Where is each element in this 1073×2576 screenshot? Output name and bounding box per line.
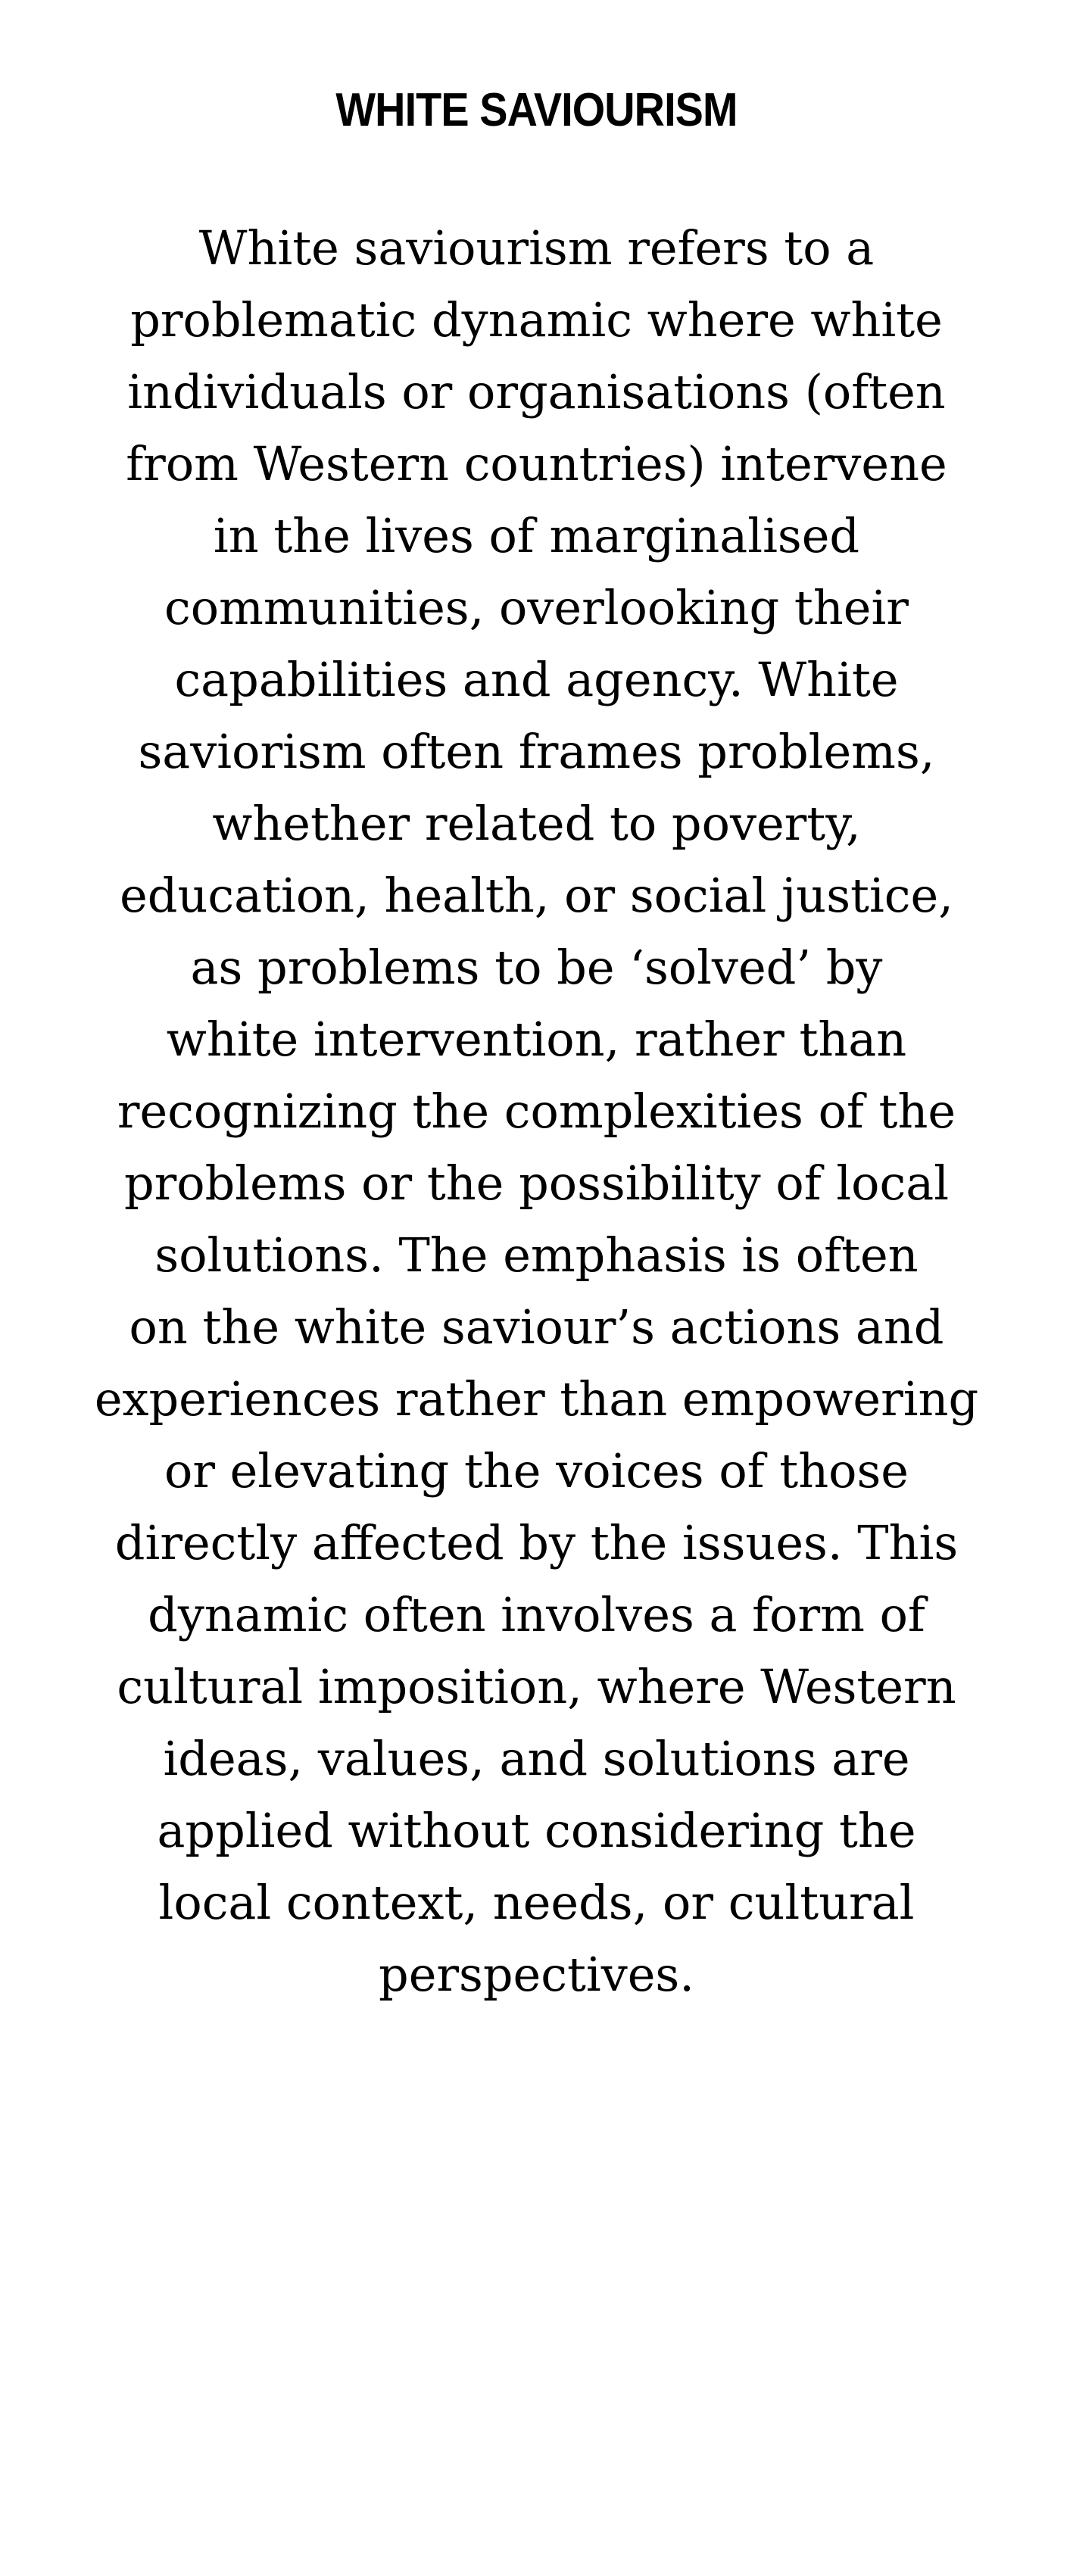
paragraph-line: cultural imposition, where Western <box>117 1659 956 1714</box>
paragraph-line: as problems to be ‘solved’ by <box>190 940 883 995</box>
paragraph-line: whether related to poverty, <box>212 796 861 851</box>
paragraph-line: in the lives of marginalised <box>213 508 860 563</box>
paragraph-line: capabilities and agency. White <box>174 652 899 707</box>
paragraph-line: problematic dynamic where white <box>130 292 943 348</box>
page-title: WHITE SAVIOURISM <box>335 84 738 136</box>
paragraph-line: individuals or organisations (often <box>127 364 946 419</box>
paragraph-line: experiences rather than empowering <box>94 1371 979 1427</box>
paragraph-line: from Western countries) intervene <box>126 436 947 491</box>
paragraph-line: communities, overlooking their <box>164 580 909 635</box>
paragraph-line: solutions. The emphasis is often <box>154 1227 919 1283</box>
paragraph-line: education, health, or social justice, <box>120 868 953 923</box>
paragraph-line: dynamic often involves a form of <box>148 1587 925 1642</box>
paragraph-line: ideas, values, and solutions are <box>163 1731 910 1786</box>
paragraph-line: problems or the possibility of local <box>123 1155 950 1211</box>
paragraph-line: saviorism often frames problems, <box>138 724 935 779</box>
paragraph-line: on the white saviour’s actions and <box>129 1299 944 1355</box>
paragraph-line: directly affected by the issues. This <box>114 1515 959 1570</box>
paragraph-line: or elevating the voices of those <box>164 1443 909 1499</box>
paragraph-line: White saviourism refers to a <box>198 220 875 276</box>
paragraph-line: applied without considering the <box>157 1803 916 1858</box>
paragraph-line: perspectives. <box>379 1947 694 2002</box>
definition-paragraph <box>61 212 1012 2010</box>
paragraph-line: recognizing the complexities of the <box>117 1084 956 1139</box>
paragraph-line: local context, needs, or cultural <box>158 1875 915 1930</box>
paragraph-line: white intervention, rather than <box>166 1012 907 1067</box>
